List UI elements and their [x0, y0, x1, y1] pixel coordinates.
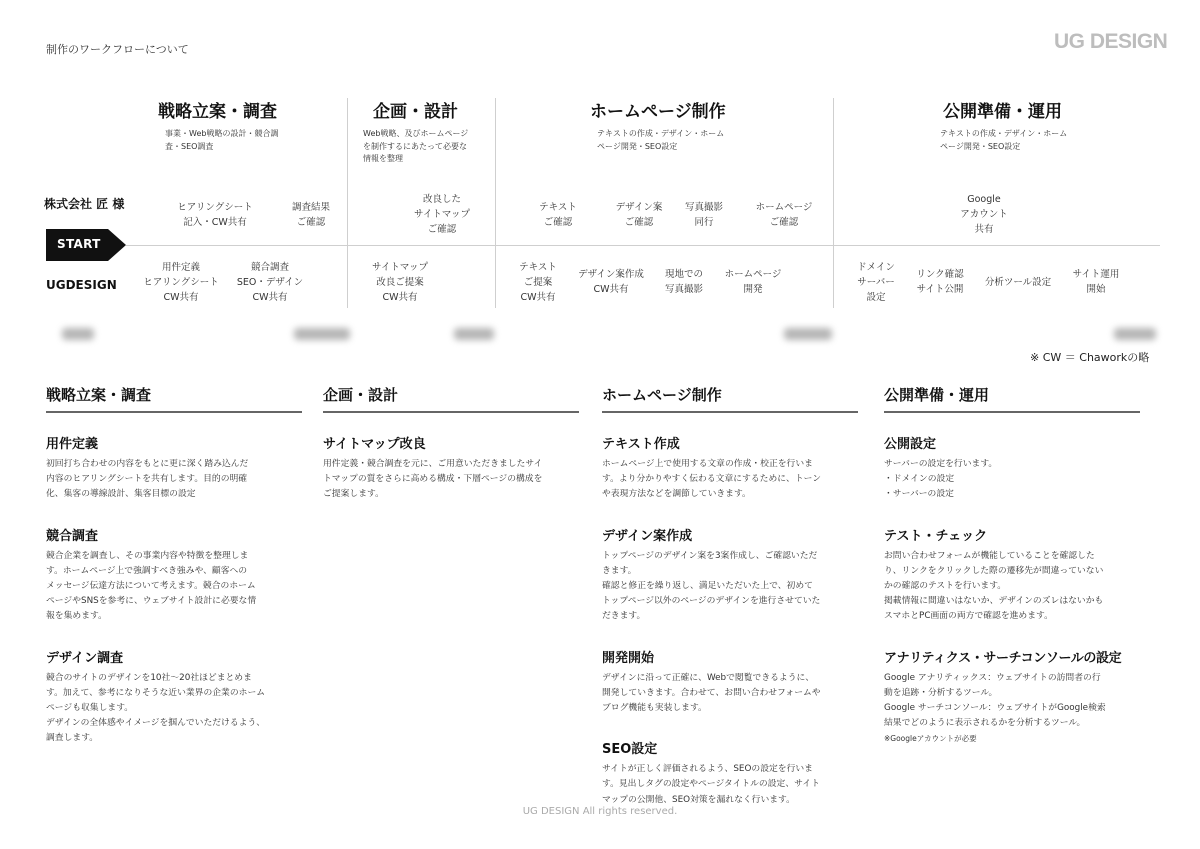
detail-section — [46, 647, 302, 747]
timeline-line — [126, 245, 1160, 246]
section-body: デザインに沿って正確に、Webで閲覧できるように、 開発していきます。合わせて、お問い合わせフォームや ブログ機能も実装します。 — [602, 672, 821, 714]
section-body: 競合企業を調査し、その事業内容や特徴を整理しま す。ホームページ上で強調すべき強みや、顧客への メッセージ伝達方法について考えます。競合のホーム ページやSNSを参考に、ウェブサイト設計に必要な情 報を集めます。 — [46, 550, 257, 622]
client-task: Google アカウント 共有 — [960, 194, 1008, 235]
detail-column-strategy — [46, 384, 302, 747]
agency-task: リンク確認 サイト公開 — [916, 269, 964, 295]
client-task: 写真撮影 同行 — [684, 202, 724, 228]
detail-section — [602, 525, 858, 625]
client-task: ホームページ ご確認 — [755, 202, 813, 228]
agency-task: 用件定義 ヒアリングシート CW共有 — [143, 262, 219, 303]
section-body: トップページのデザイン案を3案作成し、ご確認いただ きます。 確認と修正を繰り返し、満足いただいた上で、初めて トップページ以外のページのデザインを進行させていた だきます。 — [602, 550, 821, 622]
section-title: デザイン調査 — [46, 650, 124, 666]
phase-title-strategy: 戦略立案・調査 — [158, 102, 277, 122]
section-body: ホームページ上で使用する文章の作成・校正を行いま す。より分かりやすく伝わる文章にするために、トーン や表現方法などを調節していきます。 — [602, 459, 822, 500]
client-task: 調査結果 ご確認 — [291, 202, 331, 228]
column-title: ホームページ制作 — [602, 384, 858, 413]
section-body: Google アナリティックス：ウェブサイトの訪問者の行 動を追跡・分析するツール。 Google サーチコンソール：ウェブサイトがGoogle検索 結果でどのように表示されるかを分析するツール。 ※Googleアカウントが必要 — [884, 672, 1106, 744]
detail-section — [323, 433, 579, 503]
section-title: 開発開始 — [602, 650, 655, 666]
column-title: 戦略立案・調査 — [46, 384, 302, 413]
detail-section — [46, 433, 302, 503]
detail-column-planning — [323, 384, 579, 503]
client-task: 改良した サイトマップ ご確認 — [414, 194, 470, 235]
client-row-label: 株式会社 匠 様 — [44, 197, 125, 211]
agency-row-label: UGDESIGN — [46, 278, 117, 292]
section-body: お問い合わせフォームが機能していることを確認した り、リンクをクリックした際の遷移先が間違っていない かの確認のテストを行います。 掲載情報に間違いはないか、デザインのズレはないかも スマホとPC画面の両方で確認を進めます。 — [884, 550, 1104, 622]
footer-copyright: UG DESIGN All rights reserved. — [522, 806, 678, 817]
phase-desc-planning: Web戦略、及びホームページ を制作するにあたって必要な 情報を整理 — [363, 129, 469, 163]
phase-desc-launch: テキストの作成・デザイン・ホーム ページ開発・SEO設定 — [940, 129, 1068, 151]
section-body: サイトが正しく評価されるよう、SEOの設定を行いま す。見出しタグの設定やページタイトルの設定、サイト マップの公開他、SEO対策を漏れなく行います。 — [602, 764, 820, 805]
phase-title-production: ホームページ制作 — [590, 102, 726, 122]
section-title: テキスト作成 — [602, 437, 680, 452]
start-label: START — [57, 237, 101, 251]
detail-section — [602, 738, 858, 808]
document-title: 制作のワークフローについて — [46, 43, 189, 56]
cw-note: ※ CW ＝ Chaworkの略 — [1030, 351, 1150, 364]
section-title: 競合調査 — [46, 528, 99, 544]
phase-title-planning: 企画・設計 — [373, 102, 458, 122]
phase-title-launch: 公開準備・運用 — [943, 102, 1062, 122]
client-task: テキスト ご確認 — [539, 202, 577, 228]
detail-column-launch — [884, 384, 1140, 747]
detail-section — [884, 647, 1140, 747]
column-title: 企画・設計 — [323, 384, 579, 413]
section-title: SEO設定 — [602, 742, 658, 758]
agency-task: サイトマップ 改良ご提案 CW共有 — [372, 262, 428, 303]
agency-task: テキスト ご提案 CW共有 — [519, 262, 557, 303]
brand-logo: UG DESIGN — [1054, 30, 1168, 53]
section-body: サーバーの設定を行います。 ・ドメインの設定 ・サーバーの設定 — [884, 459, 998, 500]
phase-divider — [833, 98, 834, 308]
detail-section — [884, 525, 1140, 625]
section-title: 用件定義 — [46, 437, 99, 452]
phase-divider — [495, 98, 496, 308]
blurred-schedule-row — [62, 322, 1158, 346]
section-title: アナリティクス・サーチコンソールの設定 — [884, 650, 1122, 666]
client-task: ヒアリングシート 記入・CW共有 — [177, 202, 253, 228]
detail-section — [602, 647, 858, 717]
agency-task: 競合調査 SEO・デザイン CW共有 — [236, 262, 304, 303]
detail-section — [602, 433, 858, 503]
section-body: 競合のサイトのデザインを10社〜20社ほどまとめま す。加えて、参考になりそうな近い業界の企業のホーム ページも収集します。 デザインの全体感やイメージを掴んでいただけるよう、 調査します。 — [46, 672, 266, 744]
section-title: テスト・チェック — [884, 528, 988, 544]
agency-task: サイト運用 開始 — [1072, 269, 1120, 295]
agency-task: 現地での 写真撮影 — [664, 269, 704, 295]
section-title: 公開設定 — [884, 437, 937, 452]
section-title: デザイン案作成 — [602, 528, 693, 544]
agency-task: デザイン案作成 CW共有 — [578, 269, 644, 295]
detail-column-production — [602, 384, 858, 808]
client-task: デザイン案 ご確認 — [615, 202, 663, 228]
agency-task: ホームページ 開発 — [724, 269, 782, 295]
detail-section — [46, 525, 302, 625]
section-body: 用件定義・競合調査を元に、ご用意いただきましたサイ トマップの質をさらに高める構成・下層ページの構成を ご提案します。 — [323, 459, 543, 500]
phase-divider — [347, 98, 348, 308]
phase-desc-strategy: 事業・Web戦略の設計・競合調 査・SEO調査 — [165, 129, 279, 151]
column-title: 公開準備・運用 — [884, 384, 1140, 413]
phase-desc-production: テキストの作成・デザイン・ホーム ページ開発・SEO設定 — [597, 129, 725, 151]
detail-section — [884, 433, 1140, 503]
section-title: サイトマップ改良 — [323, 437, 426, 452]
agency-task: 分析ツール設定 — [984, 277, 1052, 288]
section-body: 初回打ち合わせの内容をもとに更に深く踏み込んだ 内容のヒアリングシートを共有します。目的の明確 化、集客の導線設計、集客目標の設定 — [46, 459, 249, 500]
agency-task: ドメイン サーバー 設定 — [857, 262, 895, 303]
